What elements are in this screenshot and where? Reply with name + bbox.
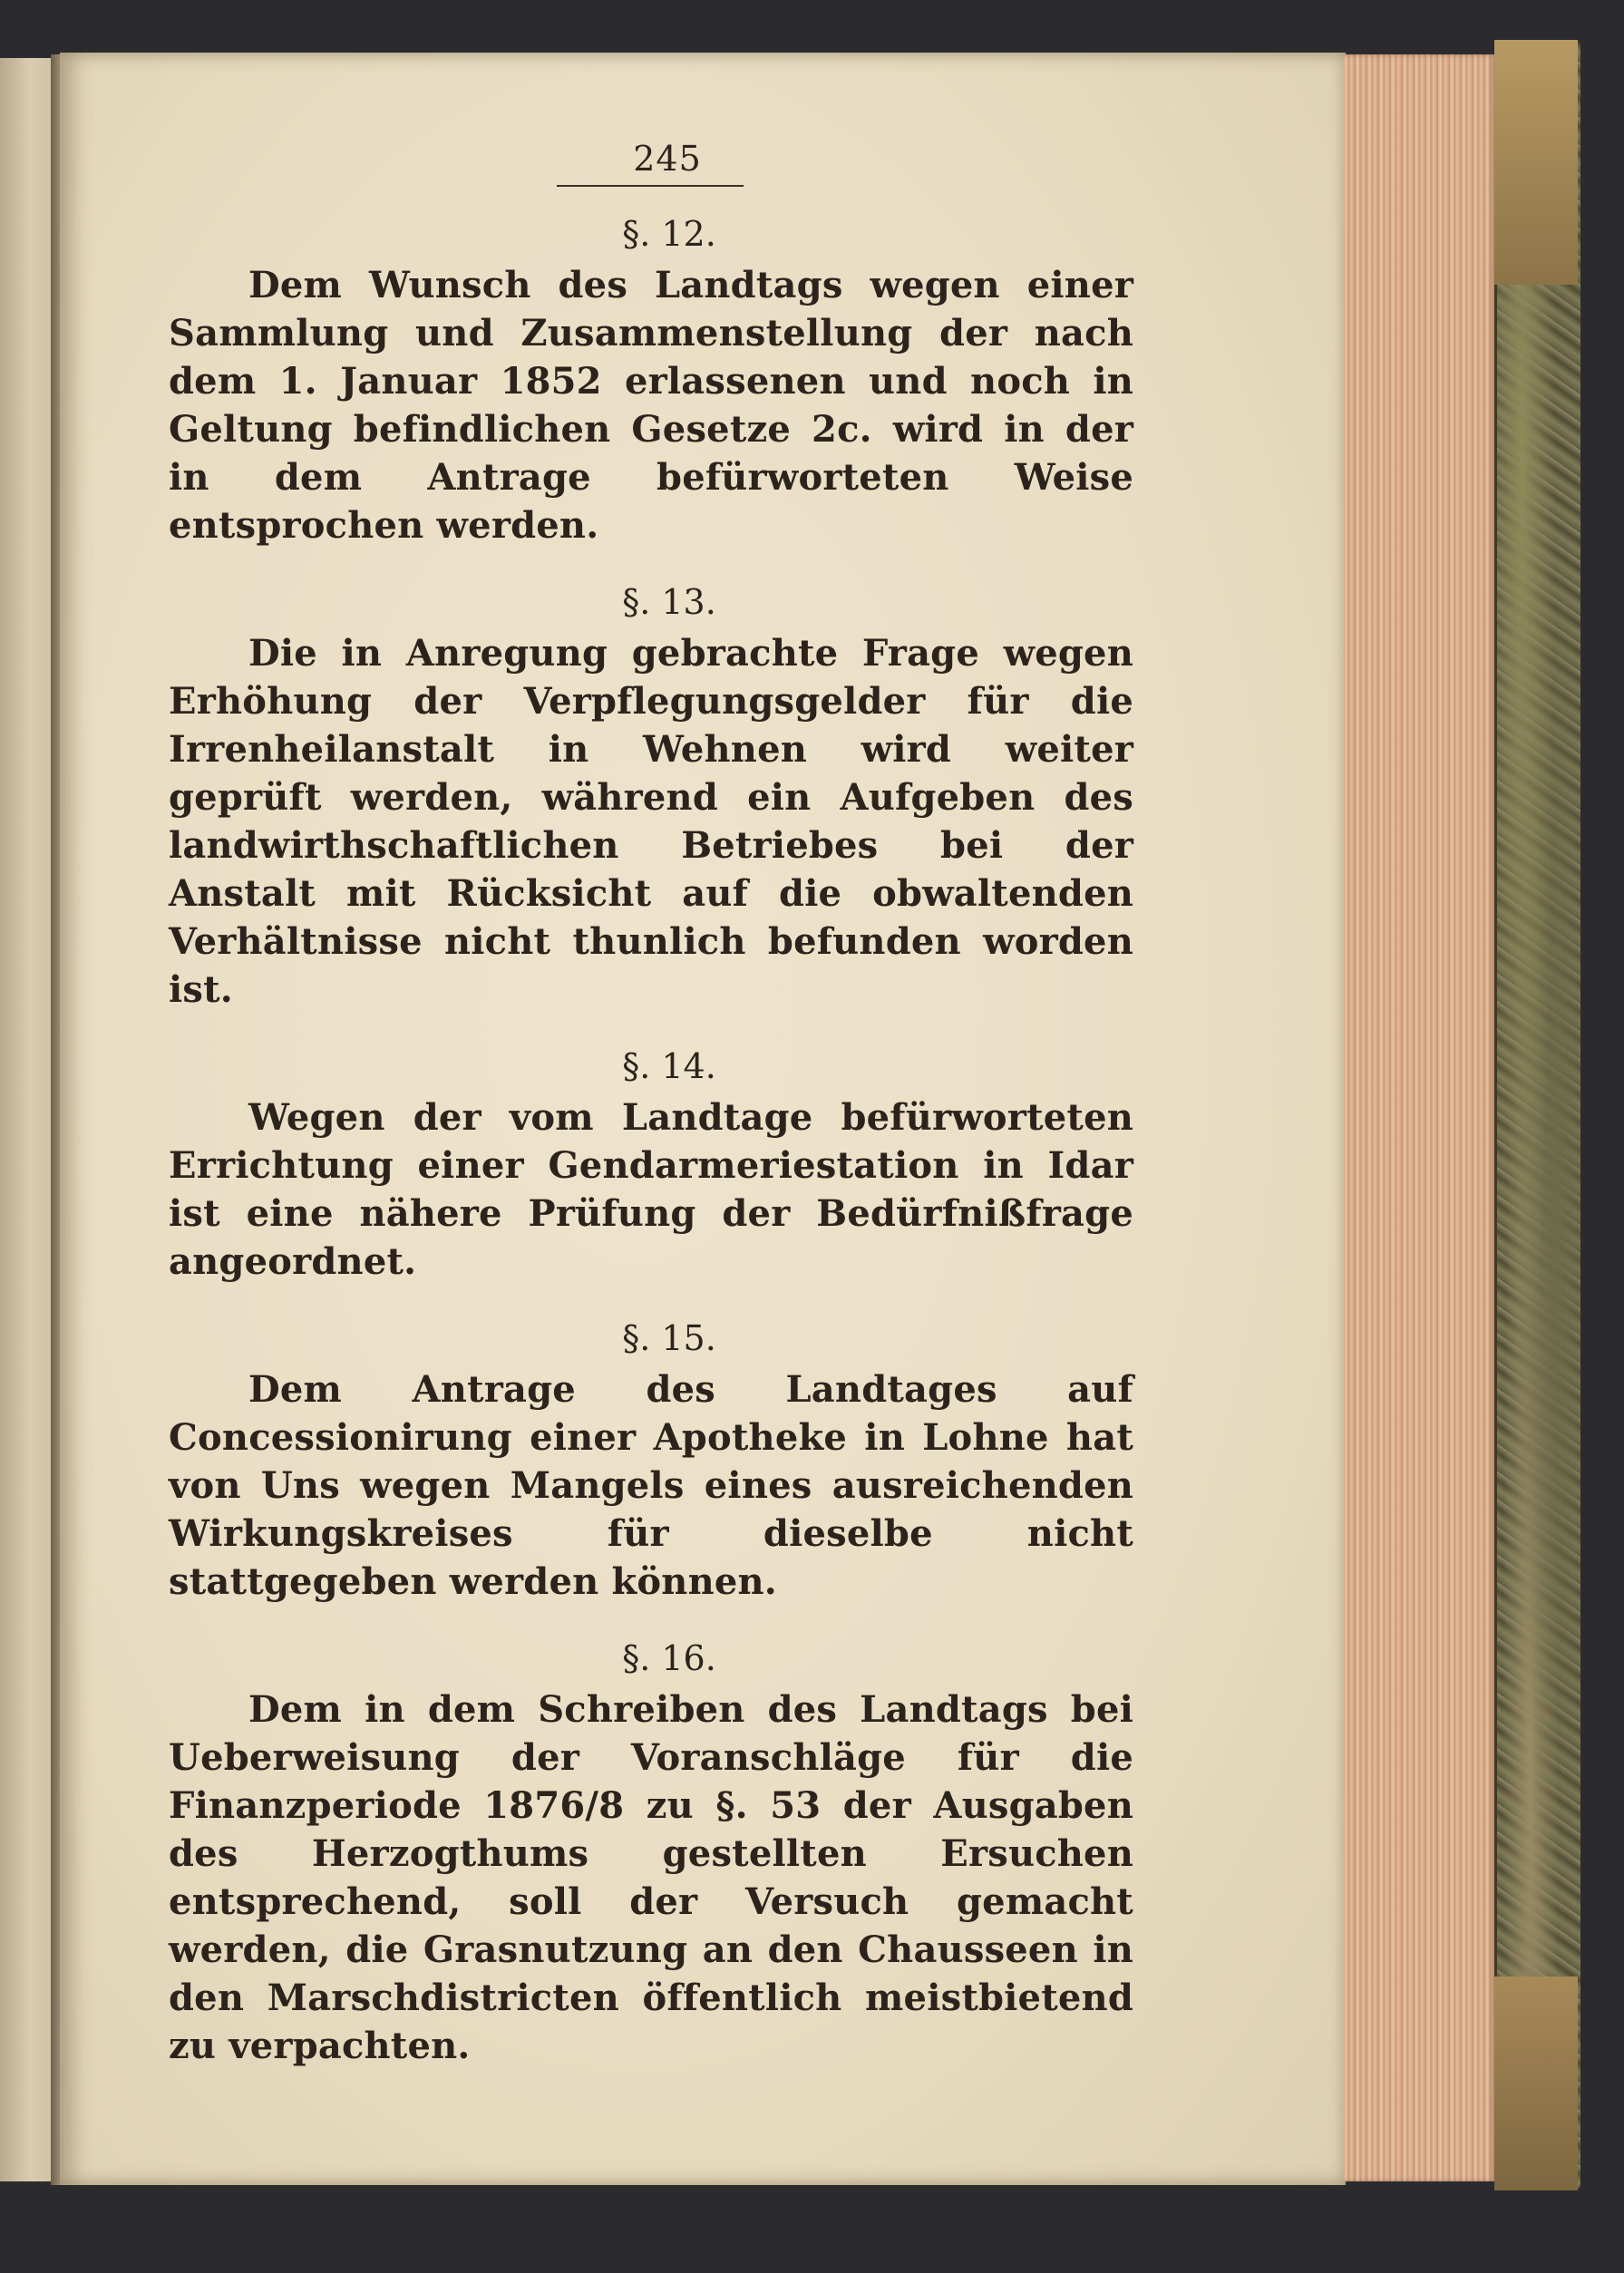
page-number: 245 xyxy=(633,139,702,179)
section-text-15: Dem Antrage des Landtages auf Concessionirung einer Apotheke in Lohne hat von Uns wegen Mangels eines ausreichenden Wirkungskreises für dieselbe nicht stattgegeben werden können. xyxy=(169,1368,1133,1603)
left-page-edge xyxy=(0,58,58,2181)
page-edges-stack xyxy=(1344,54,1496,2181)
marbled-cover xyxy=(1494,40,1580,2190)
section-text-12: Dem Wunsch des Landtags wegen einer Sammlung und Zusammenstellung der nach dem 1. Januar 1852 erlassenen und noch in Geltung befindlichen Gesetze 2c. wird in der in dem Antrage befürworteten Weise entsprochen werden. xyxy=(169,264,1133,547)
section-text-14: Wegen der vom Landtage befürworteten Errichtung einer Gendarmeriestation in Idar ist eine nähere Prüfung der Bedürfnißfrage angeordnet. xyxy=(169,1096,1133,1283)
section-text-16: Dem in dem Schreiben des Landtags bei Ueberweisung der Voranschläge für die Finanzperiode 1876/8 zu §. 53 der Ausgaben des Herzogthums gestellten Ersuchen entsprechend, soll der Versuch gemacht werden, die Grasnutzung an den Chausseen in den Marschdistricten öffentlich meistbietend zu verpachten. xyxy=(169,1688,1133,2067)
section-heading-12: §. 12. xyxy=(622,214,716,254)
cover-leather-corner-bottom xyxy=(1494,1977,1578,2190)
page-text xyxy=(169,136,1133,2070)
section-heading-13: §. 13. xyxy=(622,582,716,622)
section-heading-15: §. 15. xyxy=(622,1318,716,1358)
cover-leather-corner-top xyxy=(1494,40,1578,285)
section-heading-14: §. 14. xyxy=(622,1046,716,1086)
section-heading-16: §. 16. xyxy=(622,1638,716,1678)
section-text-13: Die in Anregung gebrachte Frage wegen Erhöhung der Verpflegungsgelder für die Irrenheilanstalt in Wehnen wird weiter geprüft werden, während ein Aufgeben des landwirthschaftlichen Betriebes bei der Anstalt mit Rücksicht auf die obwaltenden Verhältnisse nicht thunlich befunden worden ist. xyxy=(169,632,1133,1011)
